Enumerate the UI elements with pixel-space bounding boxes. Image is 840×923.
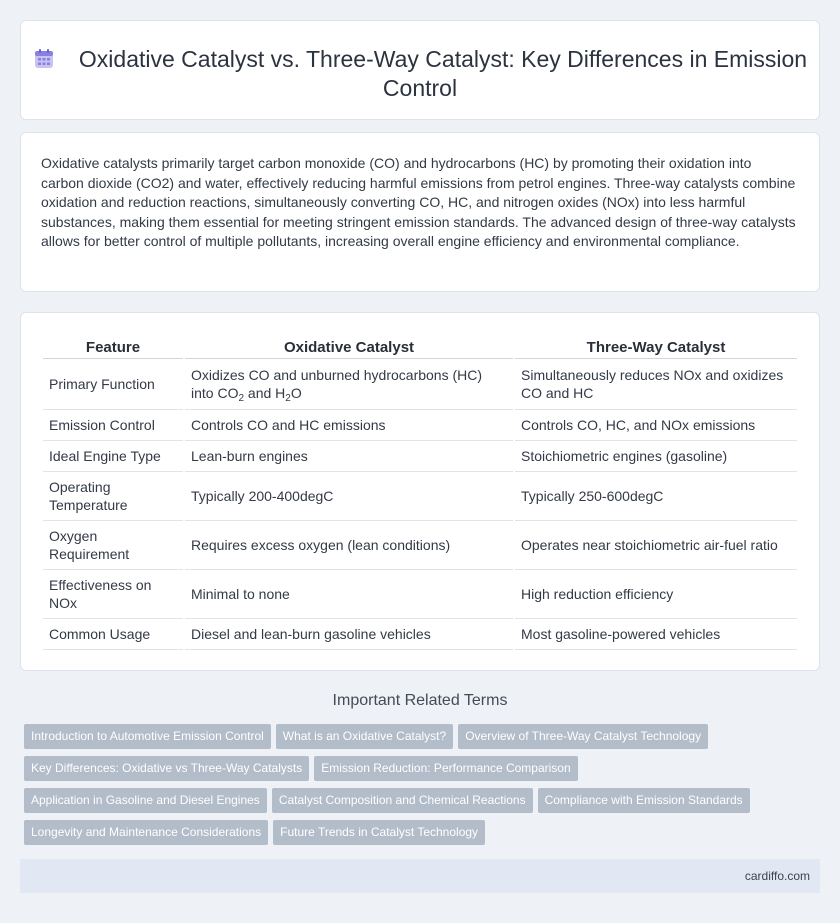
table-row [43,570,797,619]
three-way-cell: Most gasoline-powered vehicles [515,619,797,650]
three-way-cell: Controls CO, HC, and NOx emissions [515,410,797,441]
page-title-wrap [21,45,819,103]
table-row [43,359,797,410]
three-way-cell: Typically 250-600degC [515,472,797,521]
footer [20,859,820,893]
feature-cell: Common Usage [43,619,183,650]
feature-cell: Primary Function [43,359,183,410]
comparison-table [41,333,799,650]
feature-cell: Operating Temperature [43,472,183,521]
header-feature: Feature [43,333,183,359]
title-card [20,20,820,120]
oxidative-cell [185,359,513,410]
feature-cell: Oxygen Requirement [43,521,183,570]
three-way-cell: High reduction efficiency [515,570,797,619]
header-three-way: Three-Way Catalyst [515,333,797,359]
related-term-tag[interactable]: Longevity and Maintenance Considerations [24,820,268,845]
table-row [43,410,797,441]
feature-cell: Emission Control [43,410,183,441]
table-row [43,441,797,472]
page-title: Oxidative Catalyst vs. Three-Way Catalyst: Key Differences in Emission Control [78,46,808,101]
oxidative-cell: Typically 200-400degC [185,472,513,521]
table-row [43,521,797,570]
related-term-tag[interactable]: What is an Oxidative Catalyst? [276,724,453,749]
three-way-cell: Simultaneously reduces NOx and oxidizes CO and HC [515,359,797,410]
header-oxidative: Oxidative Catalyst [185,333,513,359]
related-term-tag[interactable]: Application in Gasoline and Diesel Engines [24,788,267,813]
calendar-icon [33,48,55,70]
intro-card [20,132,820,292]
subscript: 2 [238,393,245,404]
oxidative-cell: Diesel and lean-burn gasoline vehicles [185,619,513,650]
footer-site-link[interactable]: cardiffo.com [744,869,810,883]
feature-cell: Effectiveness on NOx [43,570,183,619]
related-terms-list [24,724,824,852]
three-way-cell: Stoichiometric engines (gasoline) [515,441,797,472]
related-term-tag[interactable]: Catalyst Composition and Chemical Reactions [272,788,533,813]
oxidative-text: and H [244,385,286,401]
intro-paragraph: Oxidative catalysts primarily target carbon monoxide (CO) and hydrocarbons (HC) by promoting their oxidation into carbon dioxide (CO2) and water, effectively reducing harmful emissions from petrol engines. Three-way catalysts combine oxidation and reduction reactions, simultaneously converting CO, HC, and nitrogen oxides (NOx) into less harmful substances, making them essential for meeting stringent emission standards. The advanced design of three-way catalysts allows for better control of multiple pollutants, increasing overall engine efficiency and environmental compliance. [41,155,796,249]
oxidative-cell: Lean-burn engines [185,441,513,472]
related-term-tag[interactable]: Key Differences: Oxidative vs Three-Way Catalysts [24,756,309,781]
related-term-tag[interactable]: Overview of Three-Way Catalyst Technology [458,724,708,749]
comparison-card [20,312,820,671]
oxidative-cell: Requires excess oxygen (lean conditions) [185,521,513,570]
feature-cell: Ideal Engine Type [43,441,183,472]
subscript: 2 [285,393,291,404]
oxidative-cell: Controls CO and HC emissions [185,410,513,441]
table-row [43,472,797,521]
related-term-tag[interactable]: Compliance with Emission Standards [538,788,750,813]
oxidative-cell: Minimal to none [185,570,513,619]
oxidative-text: O [290,385,302,401]
related-term-tag[interactable]: Emission Reduction: Performance Comparison [314,756,577,781]
oxidative-text: Oxidizes CO and unburned hydrocarbons (HC) into CO [191,367,483,401]
table-row [43,619,797,650]
related-terms-heading: Important Related Terms [332,692,508,709]
table-header-row [43,333,797,359]
related-term-tag[interactable]: Introduction to Automotive Emission Control [24,724,271,749]
related-term-tag[interactable]: Future Trends in Catalyst Technology [273,820,485,845]
three-way-cell: Operates near stoichiometric air-fuel ratio [515,521,797,570]
